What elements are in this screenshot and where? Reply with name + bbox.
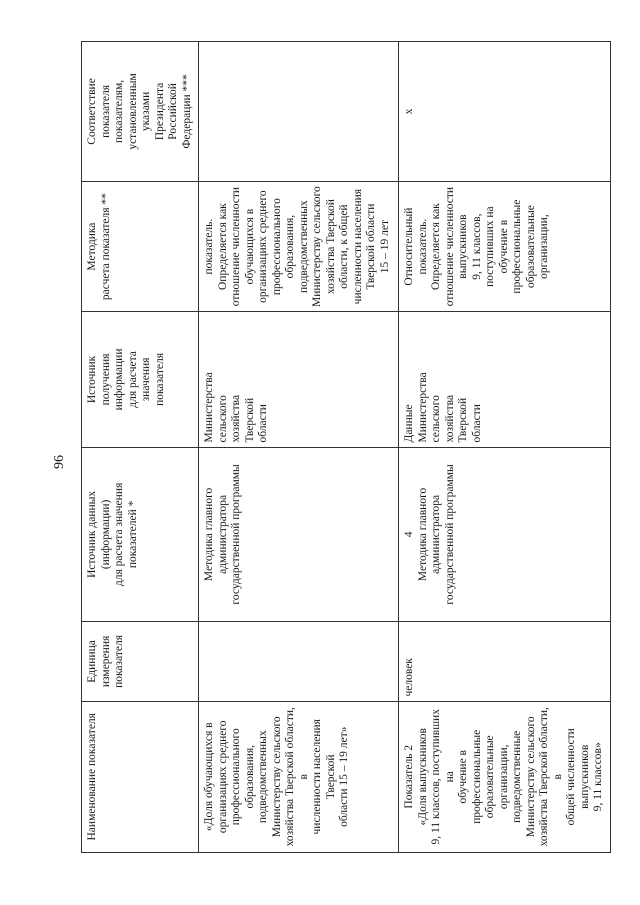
row2-correspondence: х bbox=[399, 42, 611, 182]
header-indicator-name: Наименование показателя bbox=[82, 701, 199, 852]
row1-data-source: Методика главного администратора государственной программы bbox=[199, 447, 399, 622]
table-row bbox=[199, 42, 399, 853]
indicators-table bbox=[81, 41, 611, 853]
header-correspondence: Соответствие показателя показателям, установленным указами Президента Российской Федерации *** bbox=[82, 42, 199, 182]
header-unit: Единица измерения показателя bbox=[82, 622, 199, 701]
rotated-table-area bbox=[81, 41, 604, 853]
row2-method: Относительный показатель. Определяется как отношение численности выпускников 9, 11 классов, поступивших на обучение в профессиональные образовательные организации, bbox=[399, 181, 611, 312]
table-row bbox=[399, 42, 611, 853]
row1-correspondence bbox=[199, 42, 399, 182]
table-header-row bbox=[82, 42, 199, 853]
row1-name: «Доля обучающихся в организациях среднего профессионального образования, подведомственных Министерству сельского хозяйства Тверской области, в численности населения Тверской области 15 – 19 лет» bbox=[199, 701, 399, 852]
table-wrapper bbox=[81, 41, 604, 853]
row1-info-source: Министерства сельского хозяйства Тверской области bbox=[199, 312, 399, 447]
page-number: 96 bbox=[52, 455, 67, 469]
row2-number: 4 bbox=[403, 531, 415, 538]
row1-method: показатель. Определяется как отношение численности обучающихся в организациях среднего профессионального образования, подведомственных Министерству сельского хозяйства Тверской области, к общей численности населения Тверской области 15 – 19 лет bbox=[199, 181, 399, 312]
row2-data-source: 4 Методика главного администратора государственной программы bbox=[399, 447, 611, 622]
row2-name: Показатель 2 «Доля выпускников 9, 11 классов, поступивших на обучение в профессиональные образовательные организации, подведомственные Министерству сельского хозяйства Тверской области, в общей численности выпускников 9, 11 классов» bbox=[399, 701, 611, 852]
header-info-source: Источник получения информации для расчета значения показателя bbox=[82, 312, 199, 447]
row1-unit bbox=[199, 622, 399, 701]
row2-unit: человек bbox=[399, 622, 611, 701]
row2-info-source: Данные Министерства сельского хозяйства Тверской области bbox=[399, 312, 611, 447]
header-method: Методика расчета показателя ** bbox=[82, 181, 199, 312]
header-data-source: Источник данных (информации) для расчета значения показателей * bbox=[82, 447, 199, 622]
